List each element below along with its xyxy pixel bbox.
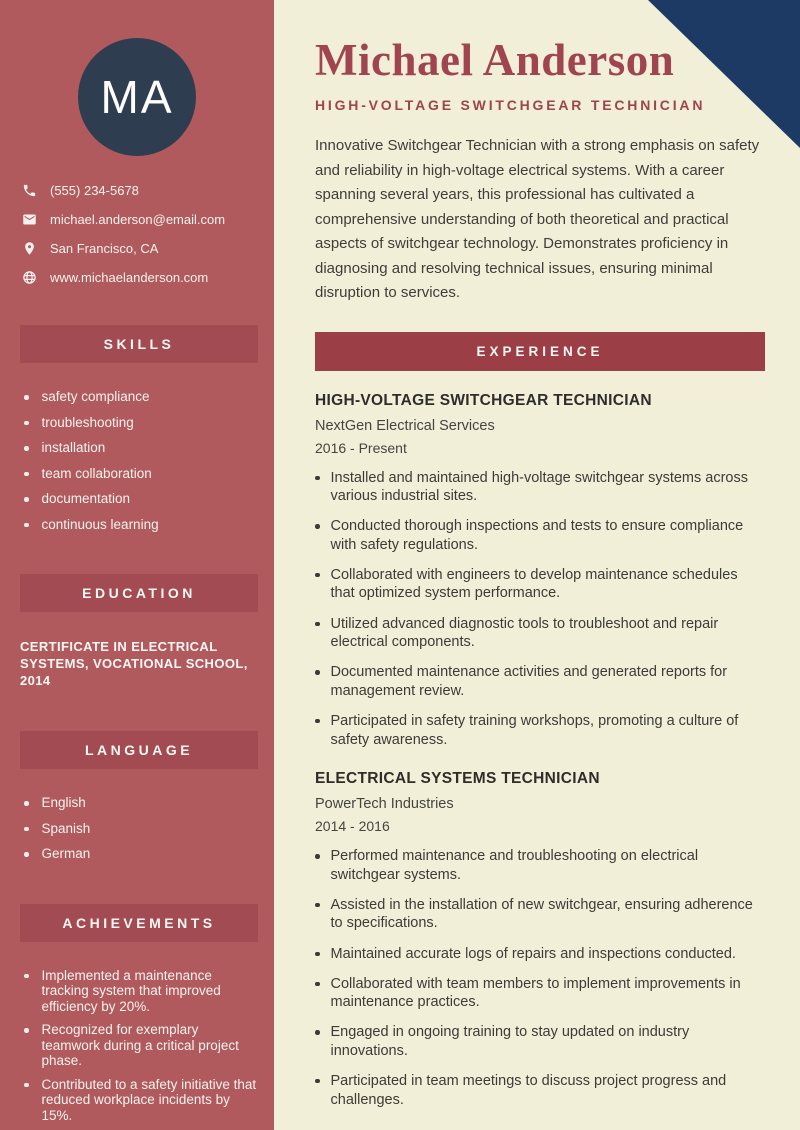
job-bullet-text: Utilized advanced diagnostic tools to troubleshoot and repair electrical components. [330, 615, 719, 651]
job-bullet-text: Participated in team meetings to discuss project progress and challenges. [330, 1072, 727, 1108]
skill-item-label: continuous learning [41, 516, 159, 532]
job-bullet [315, 712, 765, 749]
achievement-item-text: Recognized for exemplary teamwork during a critical project phase. [41, 1022, 239, 1068]
sidebar [0, 0, 274, 1130]
contact-location [22, 241, 264, 256]
achievement-item [24, 1077, 260, 1124]
job-bullet-text: Performed maintenance and troubleshooting on electrical switchgear systems. [330, 848, 699, 883]
bullet-dot [315, 1030, 320, 1035]
skill-item-label: documentation [41, 491, 131, 506]
contact-website [22, 270, 264, 285]
bullet-dot [24, 421, 29, 426]
job-title: ELECTRICAL SYSTEMS TECHNICIAN [315, 770, 600, 788]
language-item [24, 795, 260, 811]
achievements-list [24, 968, 260, 1124]
skill-item-label: installation [41, 440, 106, 455]
skill-item [24, 517, 260, 533]
language-item-label: Spanish [41, 820, 91, 836]
bullet-dot [24, 523, 29, 528]
job-dates: 2016 - Present [315, 439, 407, 456]
skill-item [24, 415, 260, 431]
education-text: CERTIFICATE IN ELECTRICAL SYSTEMS, VOCATIONAL SCHOOL, 2014 [20, 639, 248, 688]
job-company: NextGen Electrical Services [315, 417, 495, 434]
job-bullet [315, 1023, 765, 1060]
bullet-dot [24, 852, 29, 857]
contact-location-text: San Francisco, CA [50, 241, 159, 256]
bullet-dot [315, 476, 320, 481]
job-title: HIGH-VOLTAGE SWITCHGEAR TECHNICIAN [315, 391, 652, 409]
language-item-label: German [41, 846, 91, 861]
bullet-dot [315, 854, 320, 859]
main-content [274, 0, 800, 1130]
skill-item-label: safety compliance [41, 389, 150, 404]
job-bullet-text: Engaged in ongoing training to stay updated on industry innovations. [330, 1024, 690, 1059]
job-bullet [315, 975, 765, 1012]
job-bullet [315, 896, 765, 933]
skills-section-header: SKILLS [20, 325, 258, 363]
achievement-item-text: Implemented a maintenance tracking system that improved efficiency by 20%. [41, 967, 221, 1014]
job-bullet-text: Documented maintenance activities and generated reports for management review. [330, 664, 728, 699]
skill-item-label: team collaboration [41, 465, 152, 481]
achievement-item [24, 968, 260, 1015]
bullet-dot [315, 952, 320, 957]
bullet-dot [315, 982, 320, 987]
person-job-title: HIGH-VOLTAGE SWITCHGEAR TECHNICIAN [315, 97, 706, 113]
bullet-dot [24, 1083, 29, 1088]
job-bullet-text: Assisted in the installation of new switchgear, ensuring adherence to specifications. [330, 896, 753, 932]
contact-website-text: www.michaelanderson.com [50, 270, 209, 285]
achievement-item-text: Contributed to a safety initiative that reduced workplace incidents by 15%. [41, 1076, 257, 1123]
education-section-header: EDUCATION [20, 574, 258, 612]
email-icon [22, 212, 37, 227]
job-bullet [315, 615, 765, 652]
bullet-dot [315, 719, 320, 724]
contact-email [22, 212, 264, 227]
skills-list [24, 389, 260, 532]
job-dates: 2014 - 2016 [315, 818, 390, 835]
bullet-dot [24, 395, 29, 400]
contact-phone-text: (555) 234-5678 [50, 183, 139, 198]
job-bullet [315, 1072, 765, 1109]
job-bullet-text: Installed and maintained high-voltage switchgear systems across various industrial sites. [330, 469, 748, 505]
job-bullet-text: Collaborated with team members to implement improvements in maintenance practices. [330, 975, 741, 1011]
job-bullet-text: Collaborated with engineers to develop maintenance schedules that optimized system performance. [330, 566, 738, 602]
skill-item [24, 466, 260, 482]
bullet-dot [24, 446, 29, 451]
bullet-dot [24, 472, 29, 477]
bullet-dot [24, 1028, 29, 1033]
bullet-dot [315, 524, 320, 529]
bullet-dot [24, 974, 29, 979]
contact-list [0, 183, 274, 285]
language-item [24, 846, 260, 862]
language-item [24, 821, 260, 837]
job-bullet [315, 566, 765, 603]
bullet-dot [315, 573, 320, 578]
avatar-initials: MA [100, 71, 174, 123]
location-icon [22, 241, 37, 256]
language-section-header: LANGUAGE [20, 731, 258, 769]
skill-item [24, 491, 260, 507]
job-bullet-list [315, 847, 765, 1109]
job-bullet-text: Participated in safety training workshops, promoting a culture of safety awareness. [330, 712, 739, 748]
person-name: Michael Anderson [315, 35, 675, 85]
achievement-item [24, 1022, 260, 1069]
skill-item [24, 389, 260, 405]
achievements-section-header: ACHIEVEMENTS [20, 904, 258, 942]
skill-item [24, 440, 260, 456]
job-bullet [315, 469, 765, 506]
job-bullet-list [315, 469, 765, 750]
avatar [78, 38, 196, 156]
language-item-label: English [41, 795, 86, 810]
bullet-dot [315, 903, 320, 908]
profile-summary: Innovative Switchgear Technician with a strong emphasis on safety and reliability in high-voltage electrical systems. With a career spanning several years, this professional has cultivated a comprehensive understanding of both theoretical and practical aspects of switchgear technology. Demonstrates proficiency in diagnosing and resolving technical issues, ensuring minimal disruption to services. [315, 137, 760, 301]
job-bullet [315, 517, 765, 554]
language-list [24, 795, 260, 862]
skill-item-label: troubleshooting [41, 414, 134, 430]
job-company: PowerTech Industries [315, 796, 454, 813]
globe-icon [22, 270, 37, 285]
job-bullet [315, 847, 765, 884]
bullet-dot [315, 622, 320, 627]
job-bullet [315, 663, 765, 700]
bullet-dot [24, 827, 29, 832]
contact-phone [22, 183, 264, 198]
job-bullet-text: Conducted thorough inspections and tests to ensure compliance with safety regulations. [330, 518, 744, 553]
bullet-dot [315, 670, 320, 675]
job-bullet [315, 945, 765, 964]
job-entry [315, 392, 765, 750]
job-entry [315, 770, 765, 1109]
phone-icon [22, 183, 37, 198]
experience-section-header: EXPERIENCE [315, 332, 765, 371]
bullet-dot [24, 801, 29, 806]
bullet-dot [315, 1079, 320, 1084]
bullet-dot [24, 497, 29, 502]
job-bullet-text: Maintained accurate logs of repairs and inspections conducted. [330, 945, 736, 962]
contact-email-text: michael.anderson@email.com [50, 212, 226, 227]
